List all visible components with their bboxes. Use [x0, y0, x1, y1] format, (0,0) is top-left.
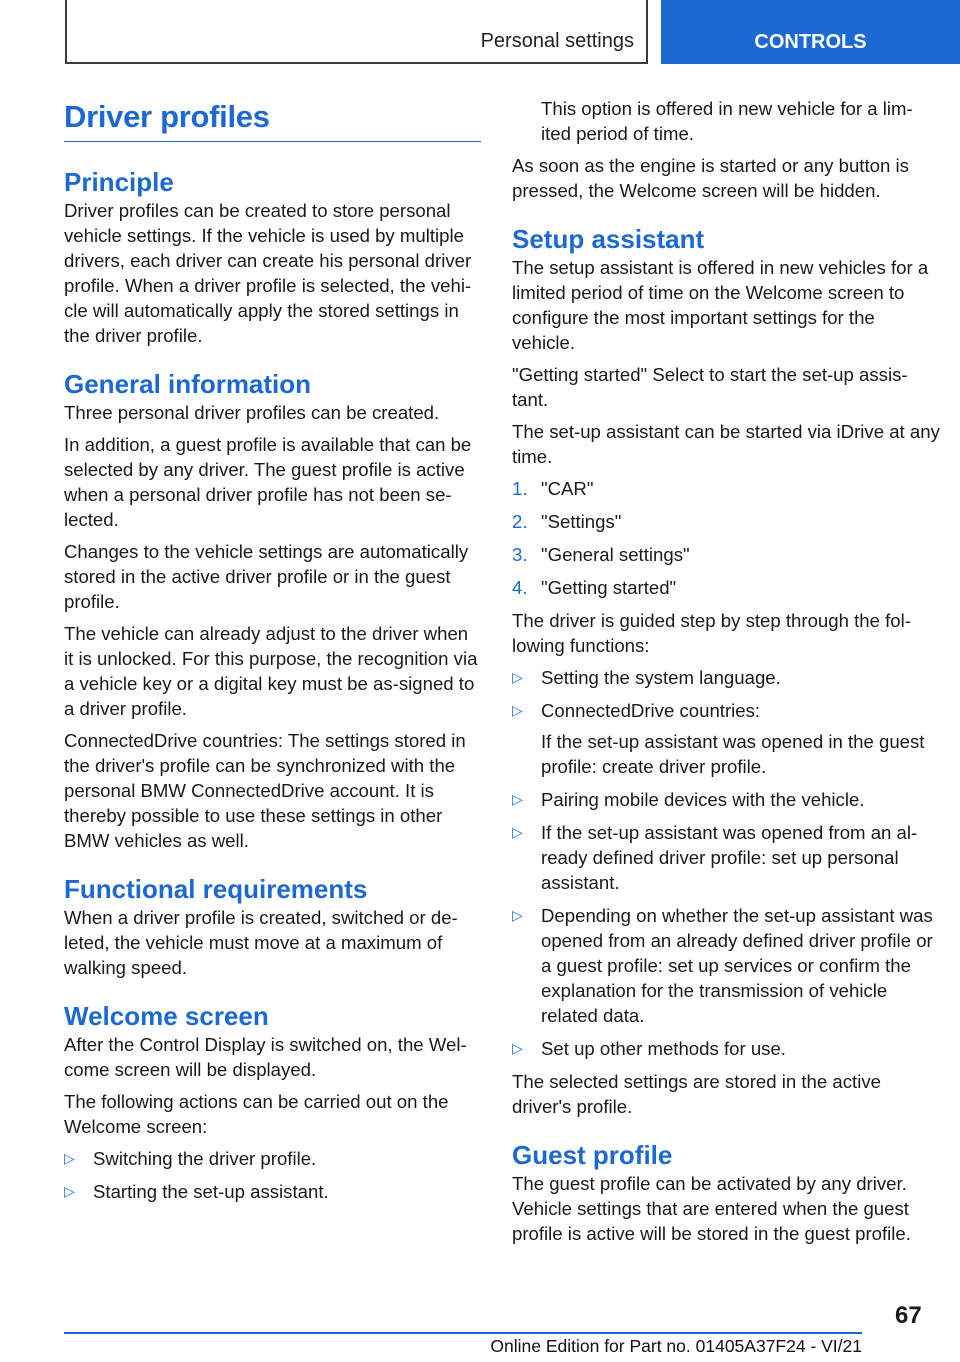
triangle-bullet-icon: ▷	[512, 669, 523, 685]
list-item: ▷ Starting the set-up assistant.	[64, 1181, 329, 1202]
setup-p1: The setup assistant is offered in new vehicles for a limited period of time on the Welcome screen to configure the most important settings for the vehicle.	[512, 257, 929, 353]
setup-p5: The selected settings are stored in the active driver's profile.	[512, 1071, 881, 1117]
list-item: ▷ If the set-up assistant was opened from an al‐ready defined driver profile: set up personal assistant.	[512, 822, 918, 893]
heading-general-information: General information	[64, 369, 312, 399]
heading-principle: Principle	[64, 167, 174, 197]
setup-p3: The set-up assistant can be started via iDrive at any time.	[512, 421, 940, 467]
triangle-bullet-icon: ▷	[64, 1150, 75, 1166]
triangle-bullet-icon: ▷	[512, 824, 523, 840]
triangle-bullet-icon: ▷	[64, 1183, 75, 1199]
list-item: 1. "CAR"	[512, 478, 594, 499]
header-section-box	[65, 0, 648, 64]
setup-p4: The driver is guided step by step through the fol‐lowing functions:	[512, 610, 911, 656]
welcome-p1: After the Control Display is switched on, the Wel‐come screen will be displayed.	[64, 1034, 467, 1080]
left-column	[64, 96, 481, 1212]
setup-functions-list	[512, 665, 942, 1061]
general-p4: The vehicle can already adjust to the driver when it is unlocked. For this purpose, the recognition via a vehicle key or a digital key must be as‐signed to a driver profile.	[64, 623, 478, 719]
general-p1: Three personal driver profiles can be created.	[64, 402, 440, 423]
general-p5: ConnectedDrive countries: The settings stored in the driver's profile can be synchronized with the personal BMW ConnectedDrive account. It is thereby possible to use these settings in other BMW vehicles as well.	[64, 730, 466, 851]
list-item: 3. "General settings"	[512, 544, 690, 565]
page-title: Driver profiles	[64, 96, 481, 142]
welcome-actions-list	[64, 1146, 481, 1204]
right-column	[512, 96, 942, 1253]
footer-edition: Online Edition for Part no. 01405A37F24 - VI/21	[490, 1336, 862, 1356]
triangle-bullet-icon: ▷	[512, 907, 523, 923]
list-item: 4. "Getting started"	[512, 577, 677, 598]
page-number: 67	[895, 1302, 922, 1329]
offer-note: This option is offered in new vehicle for a lim‐ited period of time.	[541, 98, 913, 144]
footer-divider	[64, 1332, 862, 1334]
list-item: ▷ Depending on whether the set-up assistant was opened from an already defined driver profile or a guest profile: set up services or confirm the explanation for the transmission of vehicle related data.	[512, 905, 933, 1026]
connected-sub-text: If the set-up assistant was opened in the guest profile: create driver profile.	[541, 731, 925, 777]
general-p3: Changes to the vehicle settings are automatically stored in the active driver profile or in the guest profile.	[64, 541, 469, 612]
heading-functional-requirements: Functional requirements	[64, 874, 368, 904]
list-item: ▷ Pairing mobile devices with the vehicle.	[512, 789, 865, 810]
heading-setup-assistant: Setup assistant	[512, 224, 705, 254]
functional-text: When a driver profile is created, switched or de‐leted, the vehicle must move at a maximum of walking speed.	[64, 907, 458, 978]
hide-note: As soon as the engine is started or any button is pressed, the Welcome screen will be hidden.	[512, 155, 909, 201]
setup-p2: "Getting started" Select to start the set-up assis‐tant.	[512, 364, 908, 410]
header-section-title: Personal settings	[480, 30, 634, 52]
principle-text: Driver profiles can be created to store personal vehicle settings. If the vehicle is used by multiple drivers, each driver can create his personal driver profile. When a driver profile is selected, the vehi‐cle will automatically apply the stored settings in the driver profile.	[64, 200, 472, 346]
list-item: ▷ Setting the system language.	[512, 667, 781, 688]
triangle-bullet-icon: ▷	[512, 702, 523, 718]
guest-text: The guest profile can be activated by any driver. Vehicle settings that are entered when the guest profile is active will be stored in the guest profile.	[512, 1173, 911, 1244]
setup-steps-list	[512, 476, 942, 600]
list-item: ▷ Switching the driver profile.	[64, 1148, 317, 1169]
header-chapter-tab[interactable]: CONTROLS	[661, 0, 960, 64]
triangle-bullet-icon: ▷	[512, 791, 523, 807]
list-item: 2. "Settings"	[512, 511, 622, 532]
triangle-bullet-icon: ▷	[512, 1040, 523, 1056]
welcome-p2: The following actions can be carried out on the Welcome screen:	[64, 1091, 449, 1137]
list-item: ▷ ConnectedDrive countries: If the set-up assistant was opened in the guest profile: create driver profile.	[512, 698, 942, 779]
heading-guest-profile: Guest profile	[512, 1140, 673, 1170]
general-p2: In addition, a guest profile is available that can be selected by any driver. The guest profile is active when a personal driver profile has not been se‐lected.	[64, 434, 472, 530]
list-item: ▷ Set up other methods for use.	[512, 1038, 786, 1059]
heading-welcome-screen: Welcome screen	[64, 1001, 269, 1031]
